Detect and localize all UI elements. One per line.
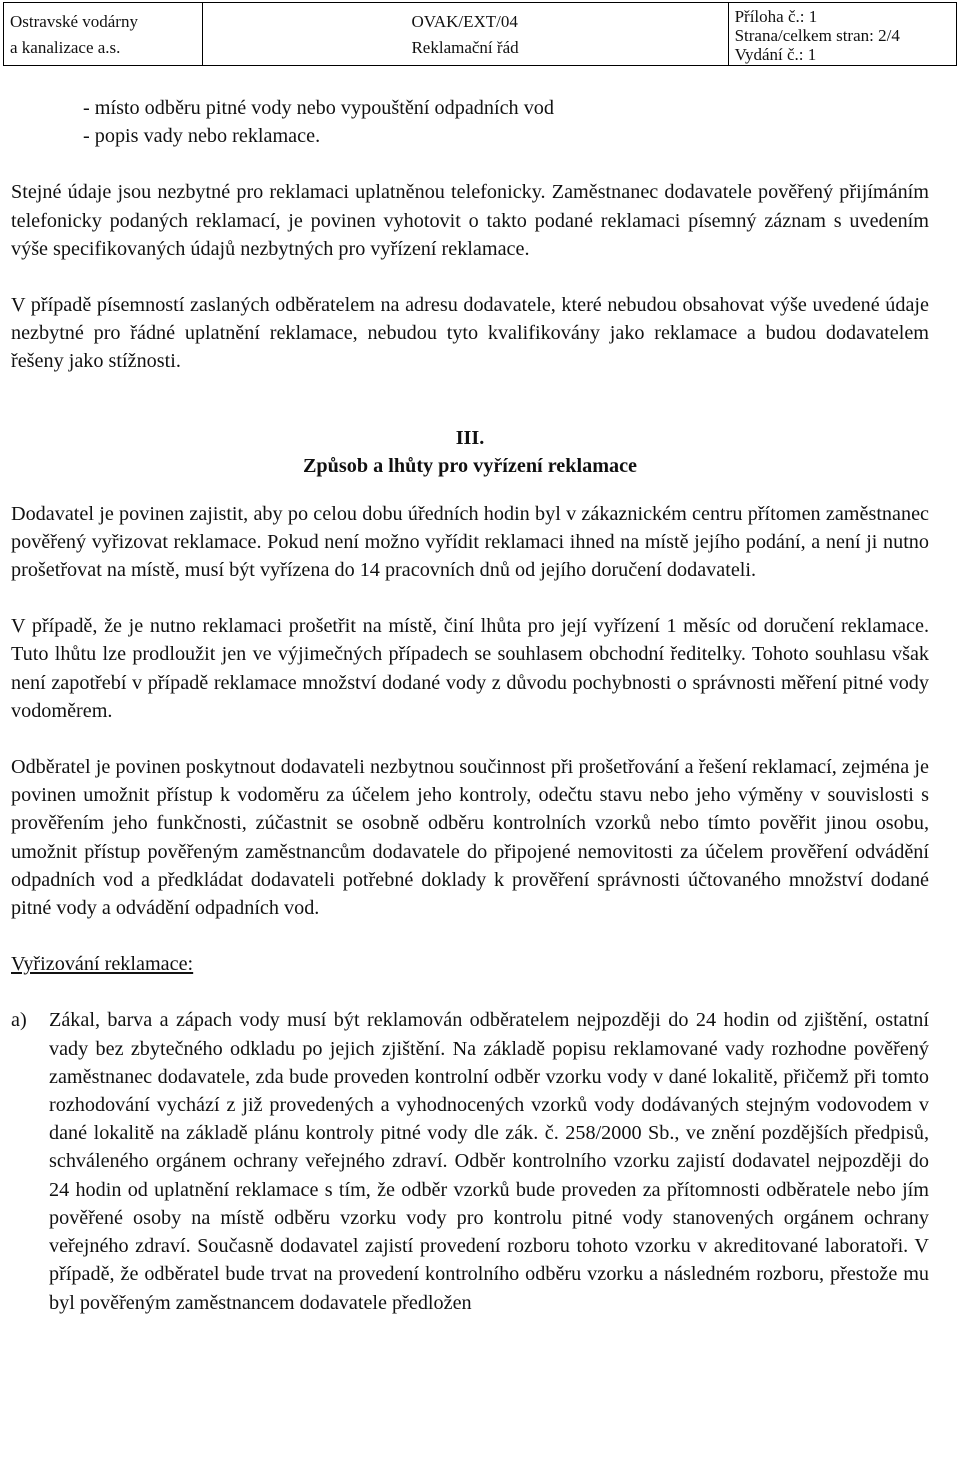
paragraph-handling-deadline: Dodavatel je povinen zajistit, aby po celou dobu úředních hodin byl v zákaznickém centru přítomen zaměstnanec pověřený vyřizovat reklamace. Pokud není možno vyřídit reklamaci ihned na místě jejího podání, a není ji nutno prošetřovat na místě, musí být vyřízena do 14 pracovních dnů od jejího doručení dodavateli. xyxy=(11,502,929,582)
company-name-line1: Ostravské vodárny xyxy=(10,12,138,31)
list-item-a xyxy=(11,1006,929,1316)
spacer xyxy=(11,978,929,1006)
spacer xyxy=(11,584,929,612)
document-code: OVAK/EXT/04 xyxy=(411,12,518,31)
item-text: Zákal, barva a zápach vody musí být reklamován odběratelem nejpozději do 24 hodin od zjištění, ostatní vady bez zbytečného odkladu po jejich zjištění. Na základě popisu reklamované vady rozhodne pověřený zaměstnanec dodavatele, zda bude proveden kontrolní odběr vzorku vody v dané lokalitě, přičemž při tomto rozhodování vychází z již provedených a vyhodnocených vzorků vody dodávaných stejným vodovodem v dané lokalitě na základě plánu kontroly pitné vody dle zák. č. 258/2000 Sb., ve znění pozdějších předpisů, schváleného orgánem ochrany veřejného zdraví. Odběr kontrolního vzorku zajistí dodavatel nejpozději do 24 hodin od uplatnění reklamace s tím, že odběr vzorků bude proveden za přítomnosti odběratele nebo jím pověřené osoby na místě odběru vzorku vody pro kontrolu pitné vody stanovených orgánem ochrany veřejného zdraví. Současně dodavatel zajistí provedení rozboru tohoto vzorku v akreditované laboratoři. V případě, že odběratel bude trvat na provedení kontrolního odběru vzorku a následném rozboru, přestože mu byl pověřeným zaměstnancem dodavatele předložen xyxy=(49,1009,929,1314)
attachment-number: Příloha č.: 1 xyxy=(734,7,818,26)
header-company-cell xyxy=(4,3,203,65)
item-label: a) xyxy=(11,1009,27,1032)
paragraph-customer-cooperation: Odběratel je povinen poskytnout dodavateli nezbytnou součinnost při prošetřování a řešení reklamací, zejména je povinen umožnit přístup k vodoměru za účelem jeho kontroly, odečtu stavu nebo jeho výměny v souvislosti s prověřením jeho funkčnosti, zúčastnit se osobně odběru kontrolních vzorků nebo tímto pověřit jinou osobu, umožnit přístup pověřeným zaměstnancům dodavatele do připojené nemovitosti za účelem prověření odvádění odpadních vod a předkládat dodavateli potřebné doklady k prověření správnosti účtovaného množství dodané pitné vody a odvádění odpadních vod. xyxy=(11,756,929,920)
edition-number: Vydání č.: 1 xyxy=(734,45,817,64)
section-number: III. xyxy=(455,426,485,449)
page-info: Strana/celkem stran: 2/4 xyxy=(734,26,900,45)
paragraph-phone-claims: Stejné údaje jsou nezbytné pro reklamaci uplatněnou telefonicky. Zaměstnanec dodavatele pověřený přijímáním telefonicky podaných reklamací, je povinen vyhotovit o takto podané reklamaci písemný záznam s uvedením výše specifikovaných údajů nezbytných pro vyřízení reklamace. xyxy=(11,181,929,260)
spacer xyxy=(11,376,929,404)
spacer xyxy=(11,404,929,424)
document-title: Reklamační řád xyxy=(411,38,519,57)
document-header xyxy=(3,2,957,66)
document-body xyxy=(11,94,929,1317)
subheading-claim-handling: Vyřizování reklamace: xyxy=(11,953,194,976)
spacer xyxy=(11,263,929,291)
header-document-cell xyxy=(203,3,728,65)
spacer xyxy=(11,922,929,950)
list-item: - popis vady nebo reklamace. xyxy=(83,125,321,148)
section-title: Způsob a lhůty pro vyřízení reklamace xyxy=(302,454,638,477)
company-name-line2: a kanalizace a.s. xyxy=(10,38,121,57)
paragraph-onsite-investigation: V případě, že je nutno reklamaci prošetřit na místě, činí lhůta pro její vyřízení 1 měsíc od doručení reklamace. Tuto lhůtu lze prodloužit jen ve výjimečných případech se souhlasem obchodní ředitelky. Tohoto souhlasu však není zapotřebí v případě reklamace množství dodané vody z důvodu pochybnosti o správnosti měření pitné vody vodoměrem. xyxy=(11,615,929,722)
list-item: - místo odběru pitné vody nebo vypouštění odpadních vod xyxy=(83,97,554,119)
paragraph-written-claims: V případě písemností zaslaných odběratelem na adresu dodavatele, které nebudou obsahovat výše uvedené údaje nezbytné pro řádné uplatnění reklamace, nebudou tyto kvalifikovány jako reklamace a budou dodavatelem řešeny jako stížnosti. xyxy=(11,294,929,373)
spacer xyxy=(11,725,929,753)
spacer xyxy=(11,150,929,178)
spacer xyxy=(11,480,929,500)
header-meta-cell xyxy=(729,3,956,65)
